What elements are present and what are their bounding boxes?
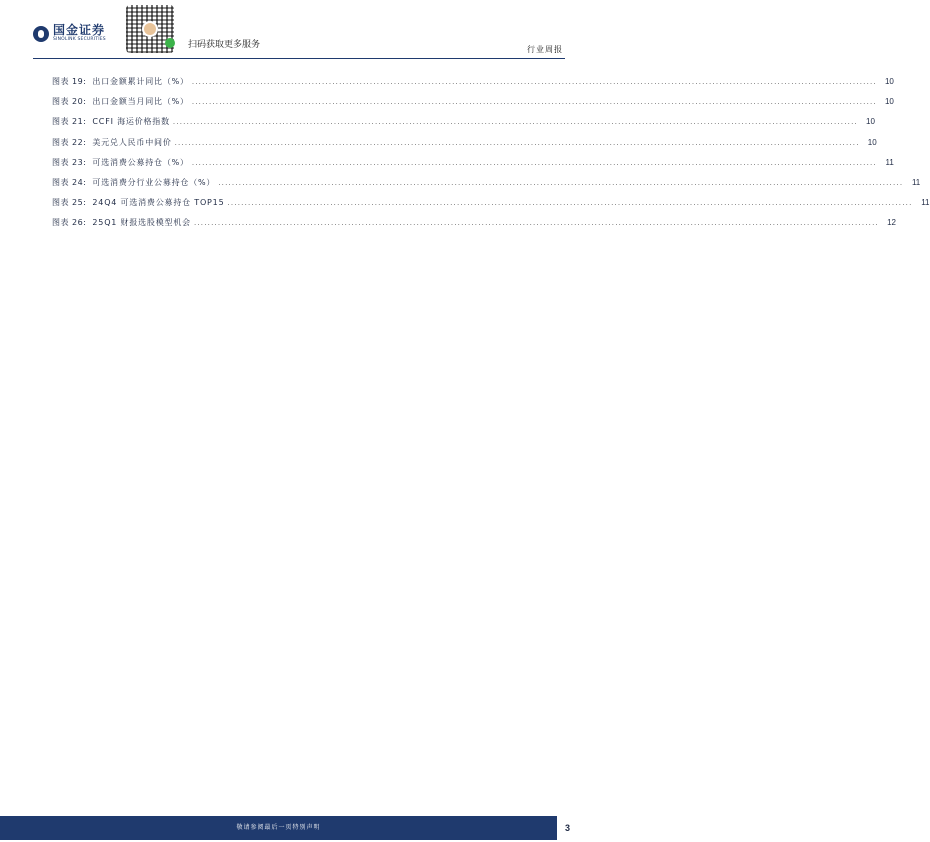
- toc-page-number: 12: [887, 218, 896, 228]
- toc-entry[interactable]: [52, 137, 877, 157]
- toc-figure-label: 图表 23:: [52, 157, 87, 167]
- toc-figure-label: 图表 19:: [52, 77, 87, 86]
- toc-figure-title: 24Q4 可选消费公募持仓 TOP15: [92, 198, 225, 208]
- toc-figure-label: 图表 25:: [52, 198, 87, 208]
- qr-caption: 扫码获取更多服务: [188, 40, 261, 50]
- toc-figure-title: 美元兑人民币中间价: [92, 137, 172, 147]
- toc-page-number: 11: [921, 198, 930, 208]
- toc-page-number: 11: [911, 177, 921, 187]
- toc-figure-label: 图表 20:: [52, 97, 87, 107]
- toc-figure-label: 图表 24:: [52, 177, 87, 187]
- toc-page-number: 10: [884, 97, 894, 107]
- sinolink-logo-mark-icon: [33, 26, 49, 42]
- logo-text: [53, 24, 106, 43]
- toc-figure-title: 可选消费公募持仓（%）: [92, 157, 189, 167]
- toc-page-number: 10: [884, 77, 894, 86]
- toc-entry[interactable]: [52, 217, 896, 237]
- sinolink-logo: [33, 24, 106, 43]
- toc-figure-label: 图表 22:: [52, 137, 87, 147]
- toc-dot-leader: ........................................................................................................................................................................................................: [172, 118, 858, 127]
- toc-figure-label: 图表 21:: [52, 117, 87, 127]
- toc-page-number: 10: [866, 117, 875, 127]
- toc-figure-title: 出口金额累计同比（%）: [92, 77, 189, 86]
- toc-figure-title: 25Q1 财报选股模型机会: [92, 218, 191, 228]
- page-number: 3: [565, 823, 571, 833]
- header-divider: [33, 58, 565, 59]
- wechat-badge-icon: [165, 38, 175, 48]
- toc-dot-leader: ........................................................................................................................................................................................................: [191, 158, 877, 167]
- footer-disclaimer: 敬请参阅最后一页特别声明: [236, 824, 321, 831]
- figure-index: [52, 76, 930, 238]
- toc-figure-title: 可选消费分行业公募持仓（%）: [92, 177, 216, 187]
- logo-chinese-name: 国金证券: [53, 23, 106, 37]
- logo-english-name: SINOLINK SECURITIES: [53, 37, 106, 42]
- page-header: [0, 0, 595, 64]
- toc-figure-title: 出口金额当月同比（%）: [92, 97, 189, 107]
- toc-page-number: 11: [885, 157, 894, 167]
- toc-entry[interactable]: [52, 157, 894, 177]
- toc-entry[interactable]: [52, 177, 921, 197]
- toc-dot-leader: ........................................................................................................................................................................................................: [191, 78, 877, 86]
- toc-dot-leader: ........................................................................................................................................................................................................: [227, 199, 913, 208]
- toc-page-number: 10: [867, 137, 877, 147]
- toc-dot-leader: ........................................................................................................................................................................................................: [218, 178, 904, 187]
- footer-bar: [0, 816, 557, 840]
- toc-figure-label: 图表 26:: [52, 218, 87, 228]
- document-type: 行业周报: [527, 45, 563, 54]
- toc-entry[interactable]: [52, 116, 875, 136]
- toc-figure-title: CCFI 海运价格指数: [92, 117, 170, 127]
- qr-center-logo-icon: [142, 21, 158, 37]
- toc-entry[interactable]: [52, 76, 894, 96]
- toc-entry[interactable]: [52, 197, 930, 217]
- toc-entry[interactable]: [52, 96, 894, 116]
- toc-dot-leader: ........................................................................................................................................................................................................: [193, 219, 879, 228]
- toc-dot-leader: ........................................................................................................................................................................................................: [191, 98, 877, 107]
- toc-dot-leader: ........................................................................................................................................................................................................: [174, 138, 860, 147]
